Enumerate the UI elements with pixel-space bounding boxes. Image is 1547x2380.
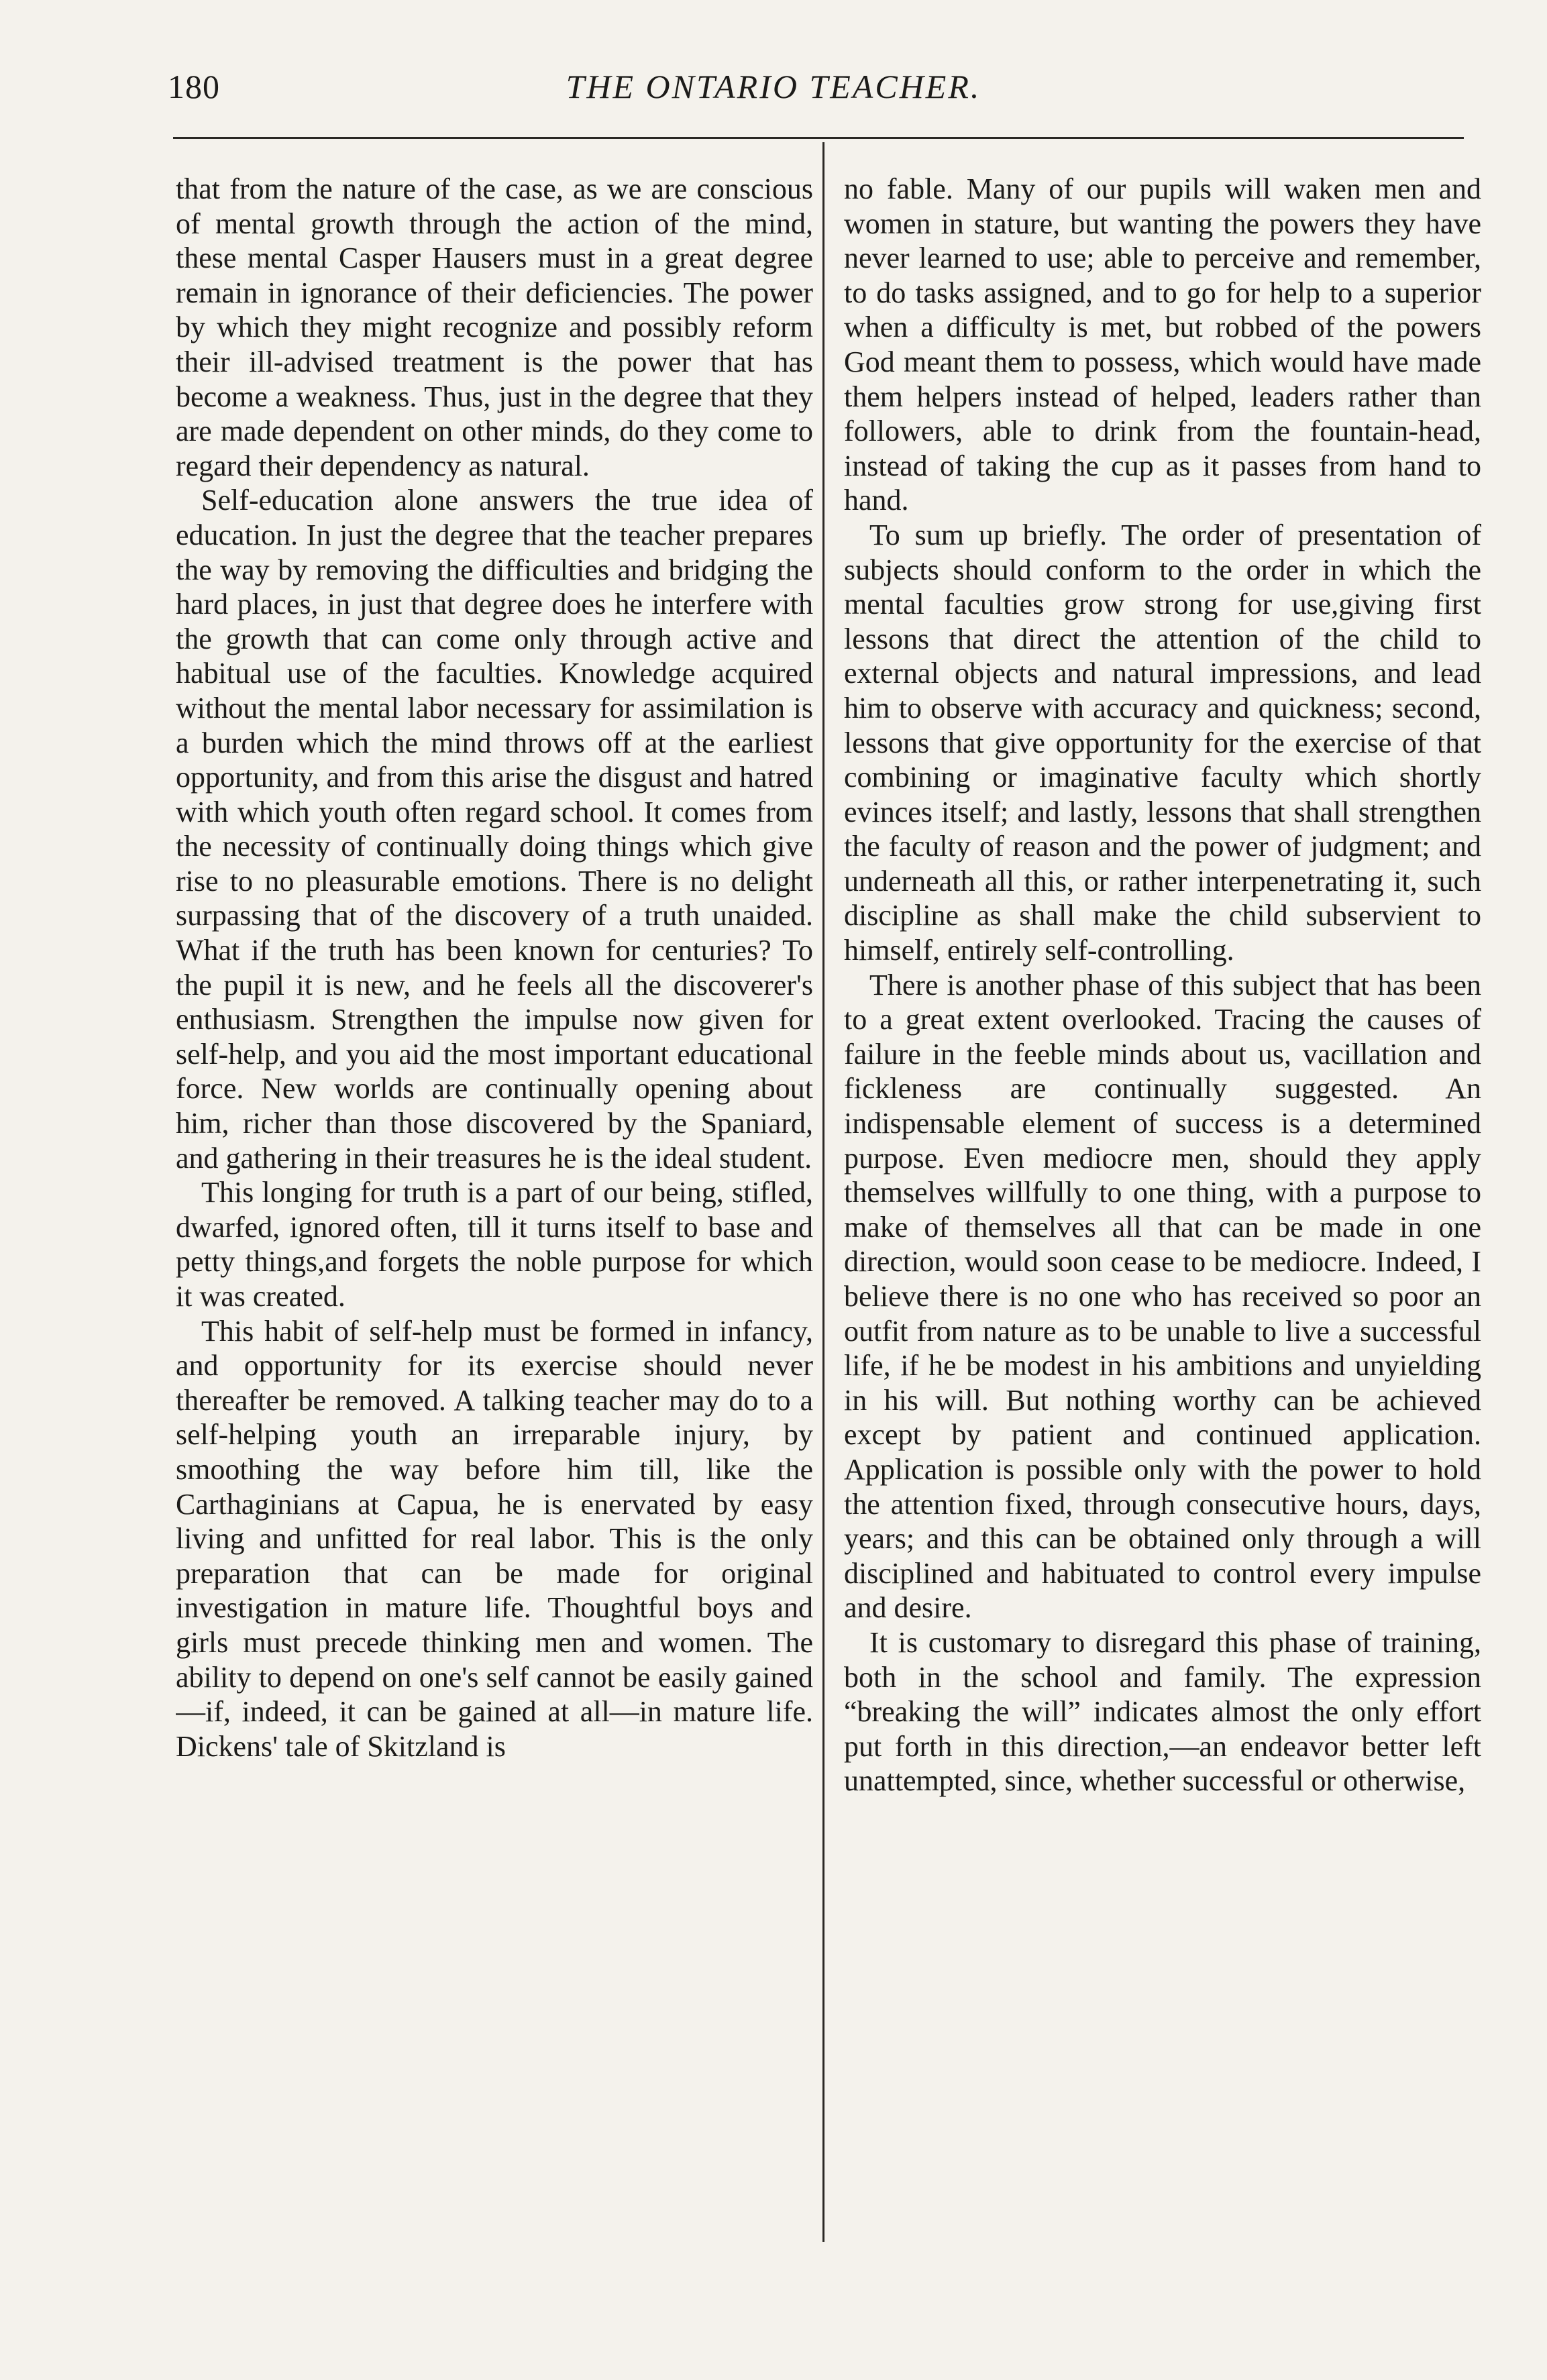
page-number: 180 xyxy=(168,68,220,105)
left-column xyxy=(176,172,813,2251)
right-paragraph-2: To sum up briefly. The order of presentation of subjects should conform to the order in which the mental faculties grow strong for use,giving first lessons that direct the attention of the child to external objects and natural impressions, and lead him to observe with accuracy and quickness; second, lessons that give opportunity for the exercise of that combining or imaginative faculty which shortly evinces itself; and lastly, lessons that shall strengthen the faculty of reason and the power of judgment; and underneath all this, or rather interpenetrating it, such discipline as shall make the child subservient to himself, entirely self-controlling. xyxy=(844,518,1481,967)
column-divider xyxy=(822,142,824,2242)
left-paragraph-1: that from the nature of the case, as we are conscious of mental growth through the action of the mind, these mental Casper Hausers must in a great degree remain in ignorance of their deficiencies. The power by which they might recognize and possibly reform their ill-advised treatment is the power that has become a weakness. Thus, just in the degree that they are made dependent on other minds, do they come to regard their dependency as natural. xyxy=(176,172,813,482)
running-title: THE ONTARIO TEACHER. xyxy=(566,68,981,105)
header-rule xyxy=(173,137,1464,139)
left-paragraph-2: Self-education alone answers the true idea of education. In just the degree that the teacher prepares the way by removing the difficulties and bridging the hard places, in just that degree does he interfere with the growth that can come only through active and habitual use of the faculties. Knowledge acquired without the mental labor necessary for assimilation is a burden which the mind throws off at the earliest opportunity, and from this arise the disgust and hatred with which youth often regard school. It comes from the necessity of continually doing things which give rise to no pleasurable emotions. There is no delight surpassing that of the discovery of a truth unaided. What if the truth has been known for centuries? To the pupil it is new, and he feels all the discoverer's enthusiasm. Strengthen the impulse now given for self-help, and you aid the most important educational force. New worlds are continually opening about him, richer than those discovered by the Spaniard, and gathering in their treasures he is the ideal student. xyxy=(176,484,813,1175)
left-paragraph-4: This habit of self-help must be formed in infancy, and opportunity for its exercise should never thereafter be removed. A talking teacher may do to a self-helping youth an irreparable injury, by smoothing the way before him till, like the Carthaginians at Capua, he is enervated by easy living and unfitted for real labor. This is the only preparation that can be made for original investigation in mature life. Thoughtful boys and girls must precede thinking men and women. The ability to depend on one's self cannot be easily gained—if, indeed, it can be gained at all—in mature life. Dickens' tale of Skitzland is xyxy=(176,1314,813,1763)
right-column xyxy=(844,172,1481,2251)
right-paragraph-3: There is another phase of this subject that has been to a great extent overlooked. Tracing the causes of failure in the feeble minds about us, vacillation and fickleness are continually suggested. An indispensable element of success is a determined purpose. Even mediocre men, should they apply themselves willfully to one thing, with a purpose to make of themselves all that can be made in one direction, would soon cease to be mediocre. Indeed, I believe there is no one who has received so poor an outfit from nature as to be unable to live a successful life, if he be modest in his ambitions and unyielding in his will. But nothing worthy can be achieved except by patient and continued application. Application is possible only with the power to hold the attention fixed, through consecutive hours, days, years; and this can be obtained only through a will disciplined and habituated to control every impulse and desire. xyxy=(844,968,1481,1625)
right-paragraph-4: It is customary to disregard this phase of training, both in the school and family. The expression “breaking the will” indicates almost the only effort put forth in this direction,—an endeavor better left unattempted, since, whether successful or otherwise, xyxy=(844,1625,1481,1798)
right-paragraph-1: no fable. Many of our pupils will waken men and women in stature, but wanting the powers they have never learned to use; able to perceive and remember, to do tasks assigned, and to go for help to a superior when a difficulty is met, but robbed of the powers God meant them to possess, which would have made them helpers instead of helped, leaders rather than followers, able to drink from the fountain-head, instead of taking the cup as it passes from hand to hand. xyxy=(844,172,1481,517)
left-paragraph-3: This longing for truth is a part of our being, stifled, dwarfed, ignored often, till it turns itself to base and petty things,and forgets the noble purpose for which it was created. xyxy=(176,1176,813,1313)
